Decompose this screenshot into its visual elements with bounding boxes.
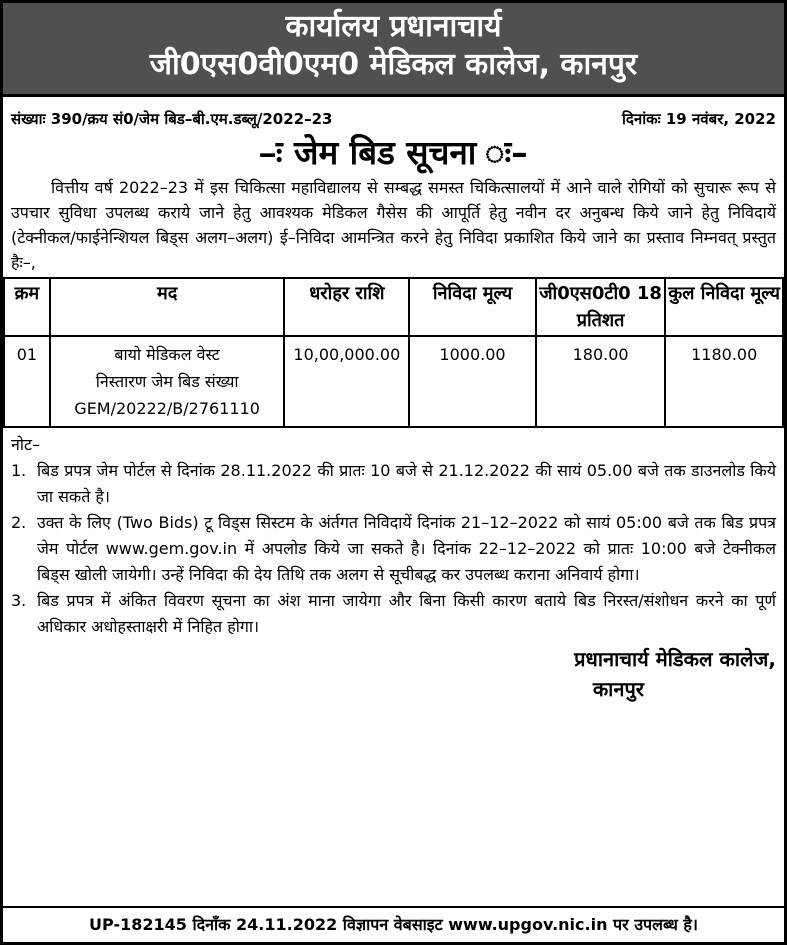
note-text: बिड प्रपत्र में अंकित विवरण सूचना का अंश माना जायेगा और बिना किसी कारण बताये बिड निरस्त/संशोधन करने का पूर्ण अधिकार अधोहस्ताक्षरी में निहित होगा। [37,591,776,636]
note-number: 1. [11,461,27,480]
item-line-1: बायो मेडिकल वेस्ट [114,345,220,364]
col-header-item: मद [50,278,285,336]
cell-tender-cost: 1000.00 [409,336,535,427]
cell-item [50,336,285,427]
signatory-title: प्रधानाचार्य मेडिकल कालेज, [574,647,776,671]
note-text: उक्त के लिए (Two Bids) टू विड्स सिस्टम के अंर्तगत निविदायें दिनांक 21–12–2022 को सायं 05:00 बजे तक बिड प्रपत्र जेम पोर्टल www.gem.gov.in में अपलोड किये जा सकते है। दिनांक 22–12–2022 को प्रातः 10:00 बजे टेक्नीकल बिड्स खोली जायेगी। उन्हें निविदा की देय तिथि तक अलग से सूचीबद्ध कर उपलब्ध कराना अनिवार्य होगा। [37,513,776,584]
reference-number: संख्याः 390/क्रय सं0/जेम बिड–बी.एम.डब्लू/2022–23 [11,110,333,128]
note-number: 3. [11,591,27,610]
reference-row [3,97,784,129]
office-title: कार्यालय प्रधानाचार्य [285,9,502,44]
intro-paragraph [3,175,784,275]
note-item [11,588,776,640]
col-header-sno: क्रम [4,278,50,336]
col-header-emd: धरोहर राशि [284,278,409,336]
signature-block [3,644,784,704]
cell-sno: 01 [4,336,50,427]
col-header-total: कुल निविदा मूल्य [665,278,783,336]
notes-section [3,428,784,640]
college-name: जी0एस0वी0एम0 मेडिकल कालेज, कानपुर [149,47,638,82]
note-item [11,458,776,510]
note-number: 2. [11,513,27,532]
item-line-3: GEM/20222/B/2761110 [74,399,260,418]
notes-label: नोट– [11,435,41,454]
footer-note: UP-182145 दिनाँक 24.11.2022 विज्ञापन वेबसाइट www.upgov.nic.in पर उपलब्ध है। [3,906,784,942]
table-header-row [4,278,783,336]
table-row [4,336,783,427]
notice-title: –ः जेम बिड सूचना ः– [259,133,528,172]
cell-emd: 10,00,000.00 [284,336,409,427]
cell-total: 1180.00 [665,336,783,427]
note-item [11,510,776,588]
note-text: बिड प्रपत्र जेम पोर्टल से दिनांक 28.11.2022 की प्रातः 10 बजे से 21.12.2022 की सायं 05.00 बजे तक डाउनलोड किये जा सकते है। [37,461,776,506]
notice-date: दिनांकः 19 नवंबर, 2022 [622,110,776,128]
cell-gst: 180.00 [536,336,666,427]
item-line-2: निस्तारण जेम बिड संख्या [95,372,239,391]
col-header-gst: जी0एस0टी0 18 प्रतिशत [536,278,666,336]
col-header-tender-cost: निविदा मूल्य [409,278,535,336]
office-header [3,3,784,97]
signatory-city: कानपुर [592,677,644,701]
tender-table [3,277,784,428]
intro-text: वित्तीय वर्ष 2022–23 में इस चिकित्सा महाविद्यालय से सम्बद्ध समस्त चिकित्सालयों में आने वाले रोगियों को सुचारू रूप से उपचार सुविधा उपलब्ध कराये जाने हेतु आवश्यक मेडिकल गैसेस की आपूर्ति हेतु नवीन दर अनुबन्ध किये जाने हेतु निविदायें (टेक्नीकल/फाईनेन्शियल बिड्स अलग–अलग) ई–निविदा आमन्त्रित करने हेतु निविदा प्रकाशित किये जाने का प्रस्ताव निम्नवत् प्रस्तुत हैः–, [11,178,776,272]
